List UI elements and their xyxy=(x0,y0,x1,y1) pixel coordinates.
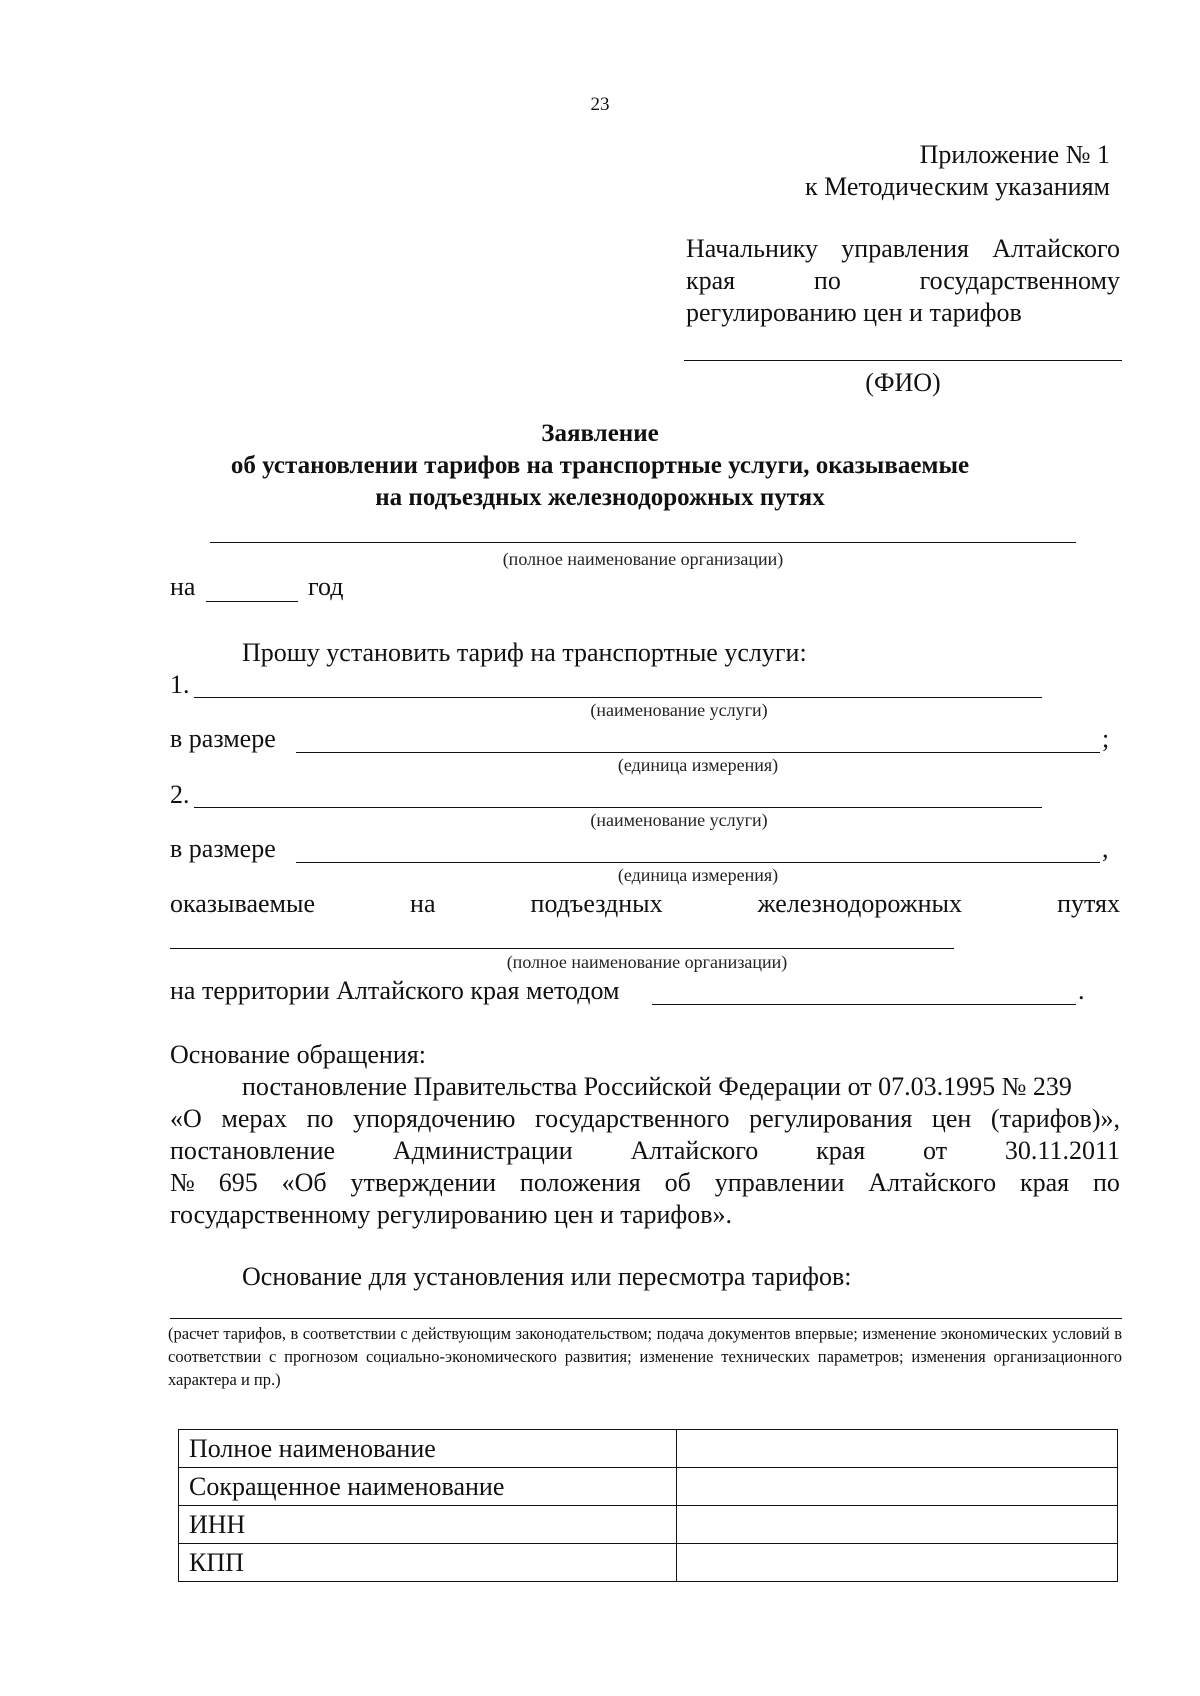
size-1-field-line[interactable] xyxy=(296,752,1100,753)
year-field-line[interactable] xyxy=(206,601,298,602)
fio-caption: (ФИО) xyxy=(865,368,941,397)
provided-word: железнодорожных xyxy=(757,889,963,918)
basis-line-4 xyxy=(170,1168,1120,1198)
unit-2-caption: (единица измерения) xyxy=(617,865,779,885)
basis-word: 30.11.2011 xyxy=(1004,1136,1120,1165)
basis-word: об xyxy=(664,1168,691,1197)
basis-word: положения xyxy=(519,1168,641,1197)
basis-word: регулирования xyxy=(749,1104,913,1133)
table-row xyxy=(179,1544,1118,1582)
table-row xyxy=(179,1430,1118,1468)
item-1-number: 1. xyxy=(170,670,190,699)
basis-line-3 xyxy=(170,1136,1120,1166)
size-2-comma: , xyxy=(1102,834,1109,863)
basis-word: Алтайского xyxy=(630,1136,759,1165)
provided-word: подъездных xyxy=(530,889,663,918)
revision-heading: Основание для установления или пересмотра тарифов: xyxy=(242,1262,852,1291)
service-1-caption: (наименование услуги) xyxy=(590,700,768,720)
addressee-word: по xyxy=(813,266,841,295)
basis-word: «О xyxy=(170,1104,202,1133)
revision-field-line[interactable] xyxy=(170,1318,1122,1319)
table-label-short-name: Сокращенное наименование xyxy=(179,1468,677,1506)
title-line-2: об установлении тарифов на транспортные услуги, оказываемые xyxy=(230,452,970,479)
org-name-field-line[interactable] xyxy=(210,542,1076,543)
addressee-word: управления xyxy=(841,234,969,263)
addressee-word: Алтайского xyxy=(992,234,1120,263)
table-value-inn[interactable] xyxy=(677,1506,1118,1544)
table-row xyxy=(179,1506,1118,1544)
provided-word: оказываемые xyxy=(170,889,315,918)
request-text: Прошу установить тариф на транспортные услуги: xyxy=(242,638,807,667)
table-value-short-name[interactable] xyxy=(677,1468,1118,1506)
size-1-label: в размере xyxy=(170,724,276,753)
addressee-line-3: регулированию цен и тарифов xyxy=(686,298,1022,327)
table-label-kpp: КПП xyxy=(179,1544,677,1582)
basis-word: по xyxy=(306,1104,334,1133)
basis-word: постановление xyxy=(170,1136,336,1165)
appendix-line-1: Приложение № 1 xyxy=(919,140,1110,169)
provided-line xyxy=(170,889,1120,919)
table-value-kpp[interactable] xyxy=(677,1544,1118,1582)
basis-word: упорядочению xyxy=(353,1104,516,1133)
basis-word: по xyxy=(1093,1168,1120,1197)
addressee-line-1 xyxy=(686,234,1120,266)
size-2-label: в размере xyxy=(170,834,276,863)
basis-word: мерах xyxy=(221,1104,287,1133)
basis-word: государственного xyxy=(535,1104,730,1133)
fio-field-line[interactable] xyxy=(684,360,1122,361)
unit-1-caption: (единица измерения) xyxy=(617,755,779,775)
territory-text: на территории Алтайского края методом xyxy=(170,976,620,1005)
service-2-caption: (наименование услуги) xyxy=(590,810,768,830)
provided-word: на xyxy=(410,889,436,918)
org-name-2-caption: (полное наименование организации) xyxy=(506,952,788,972)
basis-word: 695 xyxy=(218,1168,258,1197)
title-line-3: на подъездных железнодорожных путях xyxy=(375,484,825,511)
addressee-line-2 xyxy=(686,266,1120,298)
addressee-word: государственному xyxy=(919,266,1120,295)
basis-word: (тарифов)», xyxy=(990,1104,1120,1133)
table-label-inn: ИНН xyxy=(179,1506,677,1544)
item-2-number: 2. xyxy=(170,780,190,809)
basis-word: цен xyxy=(931,1104,972,1133)
basis-word: «Об xyxy=(281,1168,327,1197)
table-label-full-name: Полное наименование xyxy=(179,1430,677,1468)
table-row xyxy=(179,1468,1118,1506)
basis-line-5: государственному регулированию цен и тарифов». xyxy=(170,1200,733,1229)
basis-word: № xyxy=(170,1168,195,1197)
revision-note: (расчет тарифов, в соответствии с действующим законодательством; подача документов впервые; изменение экономических условий в соответствии с прогнозом социально-экономического развития; изменение технических параметров; изменения организационного характера и пр.) xyxy=(168,1324,1122,1389)
basis-word: края xyxy=(1019,1168,1070,1197)
method-field-line[interactable] xyxy=(652,1004,1076,1005)
page-number: 23 xyxy=(590,94,610,115)
basis-line-1: постановление Правительства Российской Федерации от 07.03.1995 № 239 xyxy=(242,1072,1072,1101)
basis-line-2 xyxy=(170,1104,1120,1134)
year-suffix: год xyxy=(308,572,344,601)
addressee-word: Начальнику xyxy=(686,234,819,263)
table-value-full-name[interactable] xyxy=(677,1430,1118,1468)
title-line-1: Заявление xyxy=(541,420,659,447)
year-prefix: на xyxy=(170,572,196,601)
addressee-word: края xyxy=(686,266,736,295)
provided-word: путях xyxy=(1057,889,1120,918)
basis-word: утверждении xyxy=(350,1168,497,1197)
org-name-2-field-line[interactable] xyxy=(170,948,954,949)
basis-word: края xyxy=(816,1136,866,1165)
service-1-field-line[interactable] xyxy=(194,697,1042,698)
org-name-caption: (полное наименование организации) xyxy=(502,549,784,569)
basis-word: Администрации xyxy=(392,1136,573,1165)
basis-heading: Основание обращения: xyxy=(170,1040,426,1069)
appendix-line-2: к Методическим указаниям xyxy=(805,172,1110,201)
basis-word: от xyxy=(923,1136,948,1165)
addressee-block xyxy=(686,234,1120,330)
size-2-field-line[interactable] xyxy=(296,862,1100,863)
basis-word: Алтайского xyxy=(868,1168,997,1197)
territory-period: . xyxy=(1078,976,1085,1005)
size-1-semicolon: ; xyxy=(1102,724,1110,753)
basis-word: управлении xyxy=(714,1168,845,1197)
service-2-field-line[interactable] xyxy=(194,807,1042,808)
org-info-table xyxy=(178,1429,1118,1582)
